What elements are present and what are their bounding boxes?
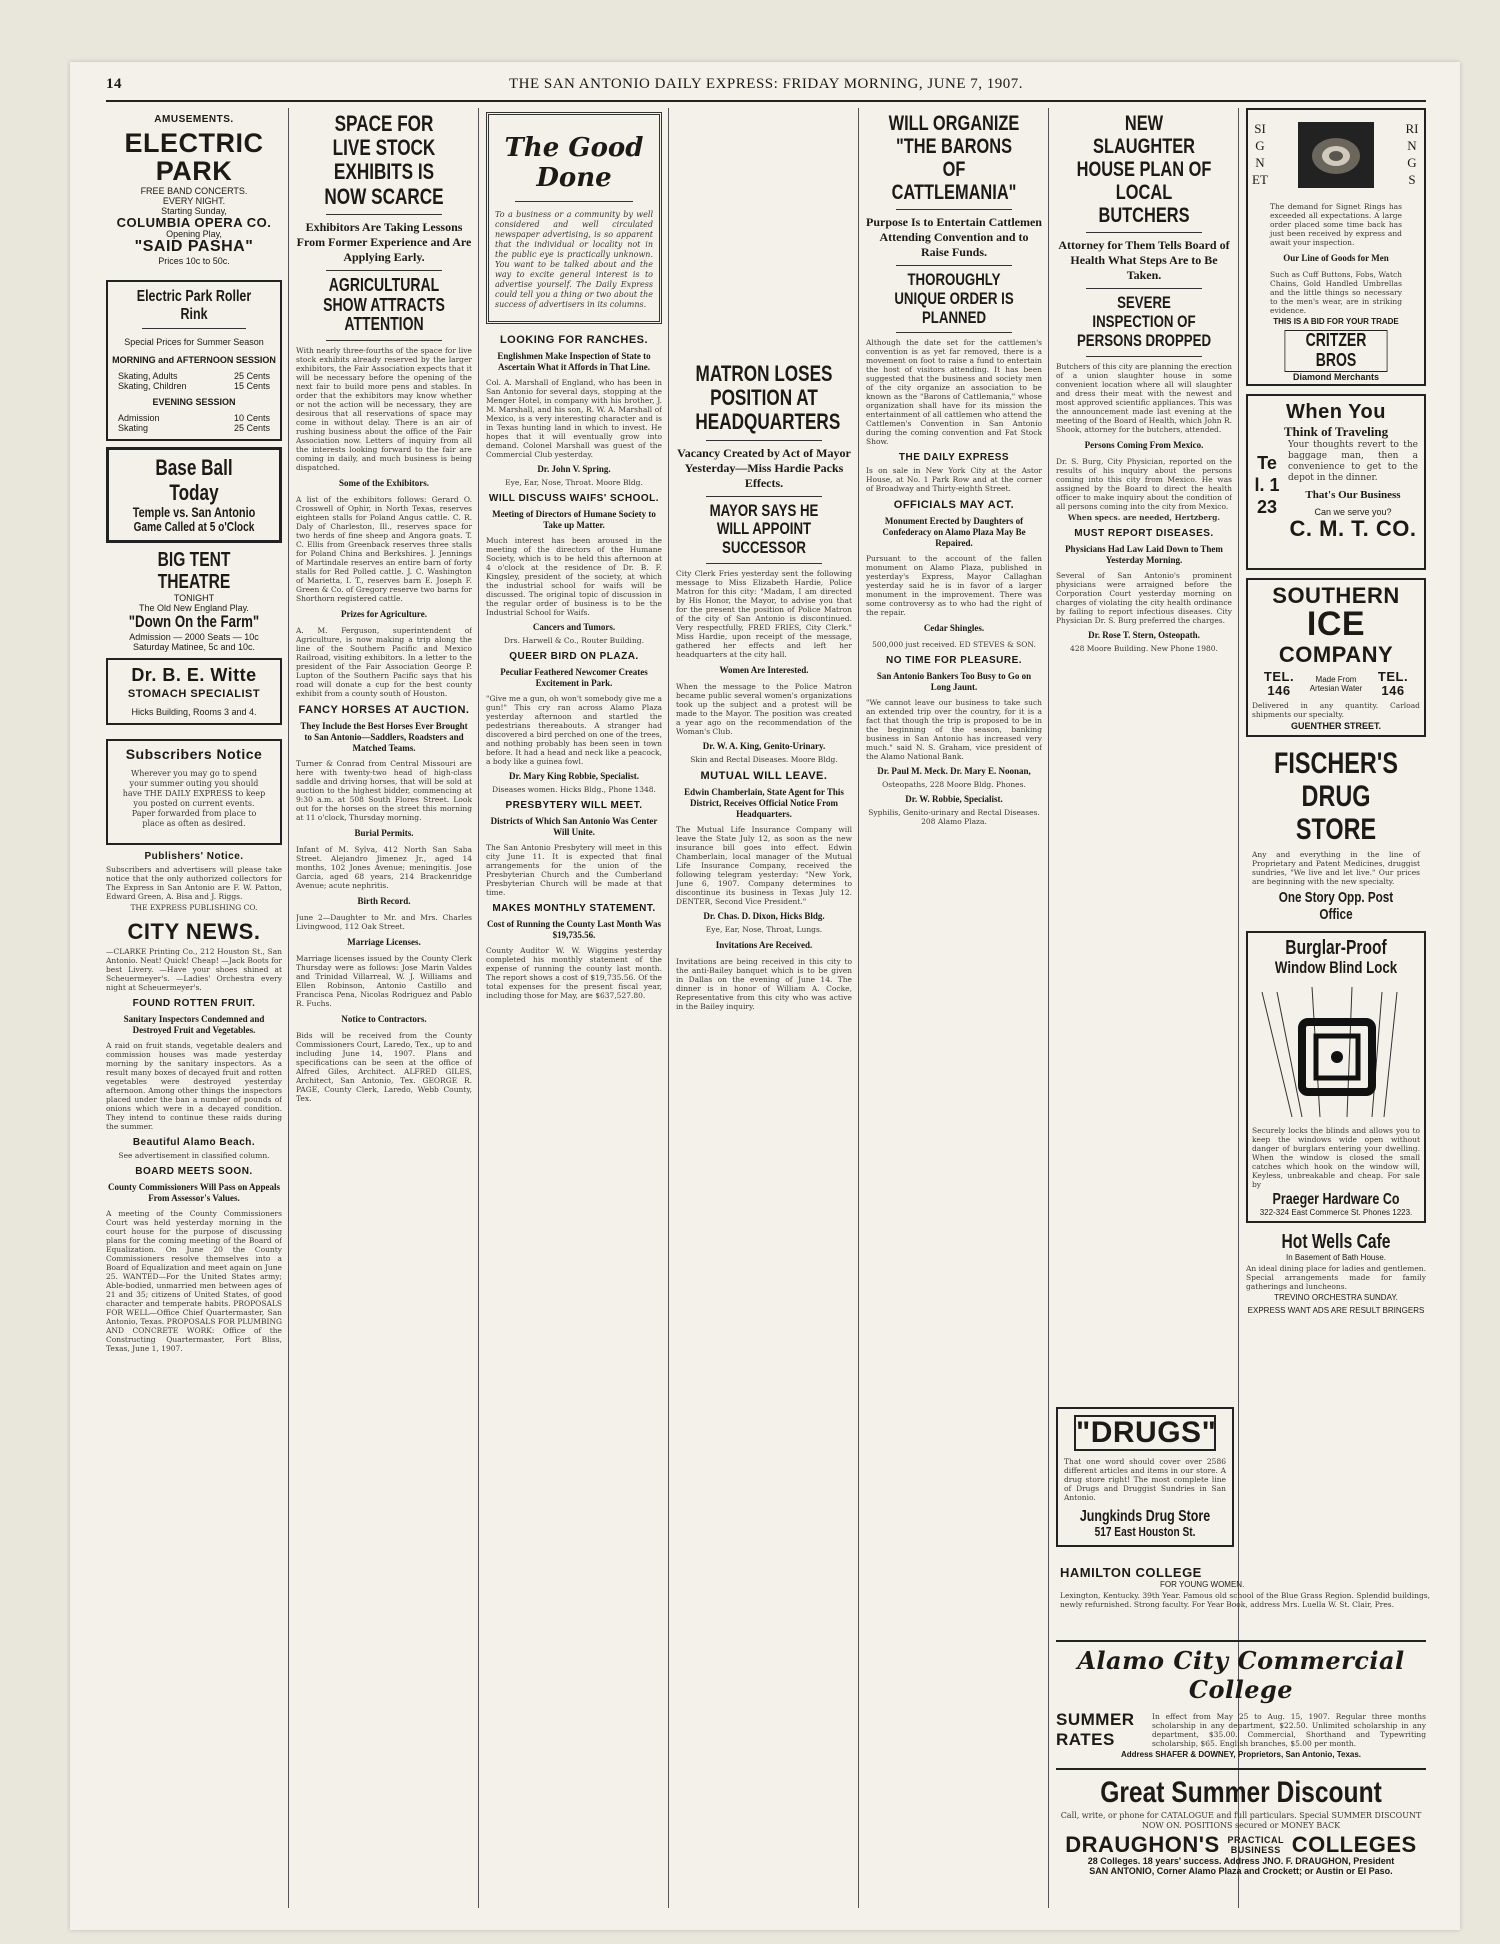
drugs-text: That one word should cover over 2586 different articles and items in our store. A drug store right! The most complete line of Drugs and Druggist Sundries in San Antonio. <box>1064 1456 1226 1502</box>
discount-title: Great Summer Discount <box>1100 1776 1382 1809</box>
ice-phone: TEL. 146 <box>1263 668 1295 698</box>
article-subhead: Prizes for Agriculture. <box>341 609 427 620</box>
notice-name: Dr. John V. Spring. <box>537 464 611 474</box>
article-subhead: Notice to Contractors. <box>341 1014 427 1025</box>
electric-park-title: ELECTRIC PARK <box>124 128 264 187</box>
baseball-time: Game Called at 5 o'Clock <box>133 519 255 535</box>
fischer-title-2: DRUG STORE <box>1295 780 1377 847</box>
tent-play: "Down On the Farm" <box>128 612 260 632</box>
article-headline: WILL ORGANIZE "THE BARONS OF CATTLEMANIA" <box>888 112 1020 205</box>
article-subhead: Some of the Exhibitors. <box>339 478 429 489</box>
article-headline: NEW SLAUGHTER HOUSE PLAN OF LOCAL BUTCHERS <box>1076 112 1212 228</box>
divider <box>1086 356 1202 357</box>
article-text: Infant of M. Sylva, 412 North San Saba Street. Alejandro Jimenez Jr., aged 14 months, 102 Jones Avenue; meningitis. Jose Garcia, aged 68 years, 214 Brackenridge Avenue; acute nephritis. <box>296 845 472 891</box>
hot-wells-ad <box>1246 1231 1426 1315</box>
alamo-college-ad <box>1056 1640 1426 1759</box>
baseball-title: Base Ball Today <box>155 455 233 505</box>
article-subhead: Districts of Which San Antonio Was Center Will Unite. <box>490 816 658 837</box>
article-text: —CLARKE Printing Co., 212 Houston St., San Antonio. Neat! Quick! Cheap! —Jack Boots for best Livery. —Have your shoes shined at Scheuermeyer's. —Ladies' Orchestra every night at Scheuermeyer's. <box>106 947 282 993</box>
article-heading: THE DAILY EXPRESS <box>898 452 1010 464</box>
article-heading: FOUND ROTTEN FRUIT. <box>132 998 256 1010</box>
hotwells-title: Hot Wells Cafe <box>1281 1231 1391 1254</box>
article-heading: WILL DISCUSS WAIFS' SCHOOL. <box>488 493 660 504</box>
notice-name: Cancers and Tumors. <box>532 622 616 632</box>
masthead <box>106 70 1426 102</box>
notice-address: Diseases women. Hicks Bldg., Phone 1348. <box>492 785 656 794</box>
subscribers-notice <box>106 739 282 846</box>
article-subhead: Physicians Had Law Laid Down to Them Yesterday Morning. <box>1065 543 1223 565</box>
hamilton-college-ad <box>1056 1564 1434 1613</box>
column-matron <box>676 362 852 1013</box>
column-cattlemania <box>866 108 1042 828</box>
column-rule <box>478 108 479 1908</box>
article-subhead: Meeting of Directors of Humane Society to Take up Matter. <box>492 509 656 530</box>
article-text: A. M. Ferguson, superintendent of Agriculture, is now making a trip along the line of the Southern Pacific and Mexico Railroad, visiting exhibitors. In a letter to the president of the Fair Association George P. Lupton of the Southern Pacific says that his road will donate a cup for the best county exhibit from a county south of Houston. <box>296 626 472 699</box>
article-subhead: Cost of Running the County Last Month Was $19,735.56. <box>486 919 662 940</box>
divider <box>326 270 442 271</box>
notice-name: Dr. Chas. D. Dixon, Hicks Bldg. <box>703 910 825 921</box>
ice-street: GUENTHER STREET. <box>1290 721 1381 732</box>
divider <box>896 265 1012 266</box>
signet-text: Such as Cuff Buttons, Fobs, Watch Chains, Gold Handled Umbrellas and the little things so necessary to the men's wear, are in striking evidence. <box>1270 270 1402 315</box>
article-text: See advertisement in classified column. <box>118 1151 270 1161</box>
ice-title-1: SOUTHERN <box>1272 583 1400 608</box>
article-subhead: Monument Erected by Daughters of Confederacy on Alamo Plaza May Be Repaired. <box>882 516 1026 549</box>
good-done-ad <box>486 112 662 324</box>
alamo-text: In effect from May 25 to Aug. 15, 1907. Regular three months scholarship in any department, $22.50. Unlimited scholarship in any department, $35.00. Commercial, Shorthand and Typewriting scholarship, $65. English branches, $5.00 per month. <box>1152 1712 1426 1748</box>
witte-title: STOMACH SPECIALIST <box>127 687 261 700</box>
good-done-title: The Good Done <box>504 133 644 193</box>
article-text: June 2—Daughter to Mr. and Mrs. Charles Livingwood, 112 Oak Street. <box>296 913 472 932</box>
witte-name: Dr. B. E. Witte <box>131 665 257 686</box>
article-text: A meeting of the County Commissioners Court was held yesterday morning in the court house for the purpose of discussing plans for the coming meeting of the Board of Equalization. On June 20 the County Commissioners resolve themselves into a Board of Equalization and meet again on June 25. WANTED—For the United States army; Able-bodied, unmarried men between ages of 21 and 35; citizens of United States, of good character and temperate habits. PROPOSALS FOR WELL—Office Chief Quartermaster, San Antonio, Texas. PROPOSALS FOR PLUMBING AND CONCRETE WORK: Office of the Constructing Quartermaster, Fort Bliss, Texas, June 1, 1907. <box>106 1209 282 1354</box>
section-heading: AMUSEMENTS. <box>154 114 234 125</box>
article-subhead: They Include the Best Horses Ever Brought to San Antonio—Saddlers, Roadsters and Matched Teams. <box>300 721 468 754</box>
article-subhead: Birth Record. <box>357 896 411 907</box>
notice-address: Skin and Rectal Diseases. Moore Bldg. <box>690 754 838 764</box>
fischer-address: One Story Opp. Post Office <box>1278 889 1394 923</box>
hotwells-sub: In Basement of Bath House. <box>1285 1253 1387 1263</box>
draughon-address: SAN ANTONIO, Corner Alamo Plaza and Crockett; or Austin or El Paso. <box>1089 1866 1393 1877</box>
burglar-title-1: Burglar-Proof <box>1285 937 1387 960</box>
notice-address: Eye, Ear, Nose, Throat. Moore Bldg. <box>505 478 643 487</box>
notice-name: Dr. Paul M. Meck. Dr. Mary E. Noonan, <box>877 766 1031 777</box>
article-heading: MUTUAL WILL LEAVE. <box>700 769 828 782</box>
article-text: Several of San Antonio's prominent physicians were arraigned before the Corporation Court yesterday morning on charges of violating the city health ordinance by failing to report infectious diseases. City Physician Dr. S. Burg preferred the charges. <box>1056 570 1232 625</box>
article-heading: FANCY HORSES AT AUCTION. <box>298 704 470 717</box>
notice-address: Osteopaths, 228 Moore Bldg. Phones. <box>882 780 1026 790</box>
baseball-ad <box>106 447 282 543</box>
praeger-address: 322-324 East Commerce St. Phones 1223. <box>1259 1208 1413 1218</box>
divider <box>896 332 1012 333</box>
column-rule <box>1048 108 1049 1908</box>
price-row: Skating 25 Cents <box>118 423 270 434</box>
notice-name: Dr. W. Robbie, Specialist. <box>905 794 1003 805</box>
alamo-college-title: Alamo City Commercial College <box>1077 1646 1405 1704</box>
hamilton-text: Lexington, Kentucky. 39th Year. Famous old school of the Blue Grass Region. Splendid buildings, newly refurnished. Strong faculty. For Year Book, address Mrs. Luella W. St. Clair, Pres. <box>1060 1590 1430 1609</box>
article-headline-2: THOROUGHLY UNIQUE ORDER IS PLANNED <box>894 270 1014 327</box>
article-subhead: Burial Permits. <box>354 828 414 839</box>
article-subhead: County Commissioners Will Pass on Appeals From Assessor's Values. <box>108 1182 280 1204</box>
ad-line: Prices 10c to 50c. <box>158 256 230 267</box>
divider <box>706 440 822 441</box>
drugs-ad <box>1056 1407 1234 1547</box>
article-text: With nearly three-fourths of the space for live stock exhibits already reserved by the larger exhibitors, the Fair Association expects that it will be necessary before the opening of the next fair to build more pens and stables. In order that the exhibitors may know whether or not the action will be necessary, they are desirous that all reservations of space may come in without delay. There is an air of rushing business about the office of the Fair Association now. Letters of inquiry from all the interests looking forward to the fair are coming in daily, and much business is being dispatched. <box>296 346 472 473</box>
article-subhead: Vacancy Created by Act of Mayor Yesterday—Miss Hardie Packs Effects. <box>677 445 851 490</box>
ice-made: Made From Artesian Water <box>1309 674 1363 693</box>
signet-ring-icon <box>1296 120 1376 190</box>
article-text: Much interest has been aroused in the meeting of the directors of the Humane Society, which is to be held this afternoon at 4 o'clock at the residence of Dr. B. F. Kingsley, president of the society, at which the industrial school for waifs will be discussed. The original topic of discussion in the regular order of business is to be the Industrial School for Waifs. <box>486 536 662 617</box>
roller-rink-title: Electric Park Roller Rink <box>136 288 252 323</box>
ad-line: EVENING SESSION <box>152 397 236 408</box>
opera-company: COLUMBIA OPERA CO. <box>116 214 272 230</box>
article-subhead: Exhibitors Are Taking Lessons From Former Experience and Are Applying Early. <box>296 219 472 264</box>
article-text: Marriage licenses issued by the County Clerk Thursday were as follows: Jose Marin Valdes and Trinidad Villarreal, W. J. Williams and Ellen Robinson, Antonio Castillo and Francisca Pena, Nicolas Rodriguez and Pablo R. Fuchs. <box>296 954 472 1009</box>
ad-line: Admission — 2000 Seats — 10c <box>129 632 259 643</box>
article-text: City Clerk Fries yesterday sent the following message to Miss Elizabeth Hardie, Police Matron for this city: "Madam, I am directed by His Honor, the Mayor, to advise you that for the present the position of Police Matron of the city of San Antonio is discontinued. Very respectfully, FRED FRIES, City Clerk." Miss Hardie, upon receipt of the message, gathered her effects and left her headquarters at the city hall. <box>676 568 852 659</box>
notice-address: Syphilis, Genito-urinary and Rectal Diseases. 208 Alamo Plaza. <box>868 808 1040 827</box>
notice-name: Dr. Rose T. Stern, Osteopath. <box>1088 629 1200 640</box>
column-slaughter <box>1056 108 1232 1398</box>
price-row: Skating, Children 15 Cents <box>118 381 270 392</box>
discount-sub: Call, write, or phone for CATALOGUE and full particulars. Special SUMMER DISCOUNT NOW ON. POSITIONS secured or MONEY BACK <box>1060 1811 1422 1830</box>
price-row: Admission 10 Cents <box>118 413 270 424</box>
burglar-lock-ad <box>1246 931 1426 1223</box>
subscribers-title: Subscribers Notice <box>125 745 263 762</box>
article-heading: BOARD MEETS SOON. <box>135 1166 253 1178</box>
travel-title: When You <box>1286 401 1386 423</box>
drugs-title: "DRUGS" <box>1076 1416 1217 1449</box>
divider <box>1086 232 1202 233</box>
hamilton-sub: FOR YOUNG WOMEN. <box>1160 1579 1245 1589</box>
article-subhead: San Antonio Bankers Too Busy to Go on Long Jaunt. <box>876 671 1032 693</box>
divider <box>142 328 246 329</box>
ad-line: TONIGHT <box>173 593 215 604</box>
divider <box>515 201 633 202</box>
travel-tag: That's Our Business <box>1305 489 1401 501</box>
ice-title-2: ICE <box>1306 605 1366 644</box>
publishers-text: Subscribers and advertisers will please take notice that the only authorized collectors for The Express in San Antonio are F. W. Patton, Edward Green, A. Bisa and J. Riggs. <box>106 865 282 902</box>
article-subhead: Attorney for Them Tells Board of Health What Steps Are to Be Taken. <box>1058 238 1230 283</box>
column-rule <box>858 108 859 1908</box>
divider <box>706 496 822 497</box>
opera-play: "SAID PASHA" <box>134 238 254 256</box>
drugs-store-name: Jungkinds Drug Store <box>1079 1507 1211 1525</box>
column-ranches <box>486 108 662 1002</box>
cmt-ad <box>1246 394 1426 570</box>
ice-title-3: COMPANY <box>1278 641 1394 667</box>
notice-name: Dr. Mary King Robbie, Specialist. <box>509 771 639 781</box>
article-heading: LOOKING FOR RANCHES. <box>499 334 649 346</box>
draughon-colleges: COLLEGES <box>1291 1832 1417 1857</box>
draughon-practical: PRACTICAL BUSINESS <box>1227 1834 1284 1855</box>
city-news-heading: CITY NEWS. <box>127 919 261 945</box>
newspaper-title: THE SAN ANTONIO DAILY EXPRESS: FRIDAY MORNING, JUNE 7, 1907. <box>508 76 1024 92</box>
travel-text: Your thoughts revert to the baggage man, then a convenience to get to the depot in the dinner. <box>1288 440 1418 483</box>
article-text: A raid on fruit stands, vegetable dealers and commission houses was made yesterday morning by the sanitary inspectors. As a result many boxes of decayed fruit and rotten vegetables were destroyed yesterday afternoon. Among other things the inspectors placed under the ban a number of pounds of onions which were in a decayed condition. They intend to continue these raids during the summer. <box>106 1041 282 1132</box>
newspaper-page <box>70 62 1460 1930</box>
divider <box>326 340 442 341</box>
travel-sub: Think of Traveling <box>1283 424 1389 439</box>
travel-question: Can we serve you? <box>1314 507 1392 517</box>
article-headline: SPACE FOR LIVE STOCK EXHIBITS IS NOW SCARCE <box>324 111 444 209</box>
ad-line: The Old New England Play. <box>139 603 249 614</box>
page-number: 14 <box>106 76 122 92</box>
cmt-logo: C. M. T. CO. <box>1289 516 1417 541</box>
article-subhead: Peculiar Feathered Newcomer Creates Excitement in Park. <box>500 667 648 688</box>
ad-line: Starting Sunday, <box>161 205 227 216</box>
fischer-text: Any and everything in the line of Proprietary and Patent Medicines, druggist sundries, "We live and let live." Our prices are beginning with the new specialty. <box>1252 850 1420 887</box>
column-rule <box>1238 108 1239 1908</box>
draughon-name: DRAUGHON'S <box>1065 1832 1220 1857</box>
article-subhead: Invitations Are Received. <box>715 939 813 950</box>
rings-vertical-text: RINGS <box>1405 121 1419 187</box>
article-text: Bids will be received from the County Commissioners Court, Laredo, Tex., up to and including June 14, 1907. Plans and specifications can be seen at the office of Alfred Giles, Architect. ALFRED GILES, Architect, San Antonio, Tex. GEORGE R. PAGE, County Clerk, Laredo, Webb County, Tex. <box>296 1031 472 1104</box>
article-heading: MUST REPORT DISEASES. <box>1074 527 1214 539</box>
article-headline-2: AGRICULTURAL SHOW ATTRACTS ATTENTION <box>323 274 445 335</box>
fischer-title-1: FISCHER'S <box>1274 747 1398 781</box>
witte-ad <box>106 658 282 724</box>
draughon-ad <box>1056 1768 1426 1876</box>
tent-title: BIG TENT THEATRE <box>157 549 231 594</box>
signet-text: The demand for Signet Rings has exceeded all expectations. A large order placed some time back has just been received by express and await your inspection. <box>1270 202 1402 247</box>
divider <box>706 563 822 564</box>
alamo-address: Address SHAFER & DOWNEY, Proprietors, San Antonio, Texas. <box>1120 1750 1362 1759</box>
divider <box>896 209 1012 210</box>
article-subhead: Englishmen Make Inspection of State to Ascertain What it Affords in That Line. <box>497 351 651 372</box>
article-headline: MATRON LOSES POSITION AT HEADQUARTERS <box>695 362 841 435</box>
price-row: Skating, Adults 25 Cents <box>118 371 270 382</box>
burglar-text: Securely locks the blinds and allows you to keep the windows wide open without danger of burglars entering your dwelling. When the window is closed the small catches which hook on the window will, Keyless, unbreakable and cheap. For sale by <box>1252 1125 1420 1189</box>
critzer-logo: CRITZER BROS <box>1285 330 1388 372</box>
article-heading: QUEER BIRD ON PLAZA. <box>509 651 639 662</box>
travel-phone: Tel. 123 <box>1254 453 1280 517</box>
ad-line: MORNING and AFTERNOON SESSION <box>112 355 276 366</box>
column-rule <box>288 108 289 1908</box>
article-text: Butchers of this city are planning the erection of a union slaughter house in some convenient location where all will slaughter and dress their meat with the newest and most approved scientific appliances. This was the announcement made last evening at the meeting of the Board of Health, which John R. Shook, attorney for the butchers, attended. <box>1056 361 1232 434</box>
notice-name: Dr. W. A. King, Genito-Urinary. <box>702 740 826 751</box>
hotwells-text: An ideal dining place for ladies and gentlemen. Special arrangements made for family gatherings and luncheons. <box>1246 1264 1426 1292</box>
publishers-title: Publishers' Notice. <box>144 851 244 863</box>
article-text: The Mutual Life Insurance Company will leave the State July 12, as soon as the new insurance bill goes into effect. Edwin Chamberlain, local manager of the Mutual Life Insurance Company, received the following telegram yesterday: "New York, June 6, 1907. Company determines to discontinue its business in Texas July 12. DENTER, Second Vice President." <box>676 824 852 906</box>
article-heading: OFFICIALS MAY ACT. <box>893 499 1015 512</box>
ice-text: Delivered in any quantity. Carload shipments our specialty. <box>1252 701 1420 720</box>
article-subhead: Persons Coming From Mexico. <box>1084 439 1204 450</box>
critzer-sub: Diamond Merchants <box>1292 371 1379 382</box>
column-fair <box>296 108 472 1105</box>
article-subhead: Purpose Is to Entertain Cattlemen Attending Convention and to Raise Funds. <box>866 215 1042 260</box>
article-subhead: Cedar Shingles. <box>923 623 985 634</box>
roller-rink-ad <box>106 280 282 441</box>
signet-vertical-text: SIGNET <box>1252 121 1268 187</box>
article-headline-2: SEVERE INSPECTION OF PERSONS DROPPED <box>1076 293 1212 350</box>
article-text: Col. A. Marshall of England, who has been in San Antonio for several days, stopping at the Menger Hotel, in company with his brother, J. M. Marshall, and his son, R. W. A. Marshall of Mexico, is a very interesting character and is in Texas hunting land in which to invest. He hopes that it will eventually grow into demand. Colonel Marshall was guest of the Commercial Club yesterday. <box>486 378 662 459</box>
column-amusements <box>106 108 282 1355</box>
article-text: When the message to the Police Matron became public several women's organizations took up the subject and a protest will be made to the Mayor. The position was created a year ago on the recommendation of the Woman's Club. <box>676 681 852 736</box>
burglar-title-2: Window Blind Lock <box>1274 958 1398 978</box>
baseball-teams: Temple vs. San Antonio <box>132 503 256 520</box>
signet-line: Our Line of Goods for Men <box>1283 253 1389 263</box>
article-heading: MAKES MONTHLY STATEMENT. <box>492 903 656 914</box>
notice-address: Eye, Ear, Nose, Throat, Lungs. <box>705 924 823 934</box>
ice-phone: TEL. 146 <box>1377 668 1409 698</box>
divider <box>326 214 442 215</box>
ad-line: Special Prices for Summer Season <box>124 337 264 348</box>
article-text: Although the date set for the cattlemen's convention is as yet far removed, there is a movement on foot to raise a fund to entertain the host of visitors attending. It has been suggested that the business and society men of the city organize an association to be known as the "Barons of Cattlemania," whose organization shall have for its mission the entertainment of all cattlemen who attend the Cattlemen's Convention in San Antonio during the coming convention and Fat Stock Show. <box>866 338 1042 447</box>
ad-line: EVERY NIGHT. <box>162 195 226 206</box>
hamilton-title: HAMILTON COLLEGE <box>1060 1565 1202 1580</box>
article-subhead: Women Are Interested. <box>719 664 809 675</box>
ad-line: Hicks Building, Rooms 3 and 4. <box>131 706 257 717</box>
tent-theatre-ad <box>106 549 282 652</box>
article-text: Dr. S. Burg, City Physician, reported on the results of his inquiry about the persons coming into this city from Mexico. He was assigned by the Board to direct the health officer to make inquiry about the condition of all persons coming into the city from Mexico. <box>1056 456 1232 511</box>
drugs-store-address: 517 East Houston St. <box>1094 1524 1196 1540</box>
hotwells-orchestra: TREVINO ORCHESTRA SUNDAY. <box>1274 1293 1398 1303</box>
summer-rates: SUMMER RATES <box>1056 1710 1135 1749</box>
article-text: 500,000 just received. ED STEVES & SON. <box>872 640 1036 650</box>
article-subhead: Edwin Chamberlain, State Agent for This District, Receives Official Notice From Headquarters. <box>684 786 844 819</box>
notice-address: 428 Moore Building. New Phone 1980. <box>1070 643 1218 653</box>
ad-line: Opening Play, <box>166 229 222 240</box>
article-text: County Auditor W. W. Wiggins yesterday completed his monthly statement of the expense of running the county last month. The report shows a cost of $19,735.56. Of the total expenses for the present fiscal year, including those for May, are $637,527.80. <box>486 946 662 1000</box>
article-text: Invitations are being received in this city to the anti-Bailey banquet which is to be given in Dallas on the evening of June 14. The dinner is in honor of William A. Cocke, Representative from this city who was active in the Bailey inquiry. <box>676 956 852 1011</box>
article-heading: PRESBYTERY WILL MEET. <box>505 800 643 811</box>
article-text: Is on sale in New York City at the Astor House, at No. 1 Park Row and at the corner of Broadway and Thirty-eighth Street. <box>866 466 1042 494</box>
notice-address: Drs. Harwell & Co., Router Building. <box>504 636 644 645</box>
article-text: The San Antonio Presbytery will meet in this city June 11. It is expected that final arrangements for the union of the Presbyterian Church and the Cumberland Presbyterian Church will be made at that time. <box>486 843 662 897</box>
article-text: Pursuant to the account of the fallen monument on Alamo Plaza, published in yesterday's Express, Mayor Callaghan yesterday said he is in favor of a larger monument in the improvement. There was some controversy as to who had the right of the repair. <box>866 554 1042 618</box>
article-headline-2: MAYOR SAYS HE WILL APPOINT SUCCESSOR <box>709 500 819 557</box>
article-text: A list of the exhibitors follows: Gerard O. Crosswell of Ophir, in North Texas, reserves eighteen stalls for Poland Angus cattle. C. R. Daly of Charleston, Ill., reserves space for two herds of fine sheep and Angora goats. T. C. Ellis from Greenback reserves three stalls for Poland China and Berkshires. J. Jennings of Martindale reserves an entire barn of forty stalls for Red Polled cattle. J. C. Washington of Marietta, I. T., reserves barn E. Joseph F. Green & Co. of Gregory reserve two barns for Shorthorn registered cattle. <box>296 495 472 604</box>
express-want-ads: EXPRESS WANT ADS ARE RESULT BRINGERS <box>1247 1306 1425 1316</box>
notice-line: When specs. are needed, Hertzberg. <box>1068 512 1220 522</box>
draughon-line: 28 Colleges. 18 years' success. Address JNO. F. DRAUGHON, President <box>1087 1856 1395 1867</box>
ad-line: Saturday Matinee, 5c and 10c. <box>132 642 256 653</box>
praeger-name: Praeger Hardware Co <box>1272 1190 1400 1208</box>
good-done-text: To a business or a community by well considered and well circulated newspaper advertising, is so apparent that the individual or locality not in the public eye is practically unknown. You want to be talked about and the way to excite general interest is to advertise yourself. The Daily Express could tell you a thing or two about the success of advertisers in its columns. <box>495 210 653 309</box>
column-rule <box>668 108 669 1908</box>
divider <box>1086 288 1202 289</box>
article-text: "We cannot leave our business to take such an extended trip over the country, for it is a fact that though the trip is proposed to be in the beginning of the season, banking business in San Antonio has increased very much." said N. S. Graham, vice president of the Alamo National Bank. <box>866 698 1042 762</box>
blind-lock-icon <box>1252 982 1420 1122</box>
ad-line: FREE BAND CONCERTS. <box>140 185 248 196</box>
signet-bid: THIS IS A BID FOR YOUR TRADE <box>1273 317 1399 326</box>
subscribers-text: Wherever you may go to spend your summer outing you should have THE DAILY EXPRESS to keep you posted on current events. Paper forwarded from place to place as often as desired. <box>122 769 266 829</box>
publishers-sign: THE EXPRESS PUBLISHING CO. <box>130 903 258 913</box>
article-subhead: Sanitary Inspectors Condemned and Destroyed Fruit and Vegetables. <box>123 1014 265 1036</box>
article-subhead: Marriage Licenses. <box>347 937 421 948</box>
article-heading: NO TIME FOR PLEASURE. <box>885 655 1023 667</box>
signet-rings-ad <box>1246 108 1426 386</box>
article-heading: Beautiful Alamo Beach. <box>132 1137 256 1149</box>
column-ads <box>1246 108 1426 1315</box>
southern-ice-ad <box>1246 578 1426 737</box>
article-text: Turner & Conrad from Central Missouri are here with twenty-two head of high-class saddle and driving horses, that will be sold at auction to the highest bidder, commencing at 9:30 a.m. at 508 South Flores Street. Look out for the horses on the street this morning at 11 o'clock, Thursday morning. <box>296 759 472 823</box>
fischers-drug-ad <box>1246 747 1426 923</box>
article-text: "Give me a gun, oh won't somebody give me a gun!" This cry ran across Alamo Plaza yesterday afternoon and startled the pedestrians thereabouts. A stranger had discovered a bird perched on one of the trees, and nothing probably has been seen in town before. It had a head and neck like a peacock, a body like a guinea fowl. <box>486 694 662 766</box>
